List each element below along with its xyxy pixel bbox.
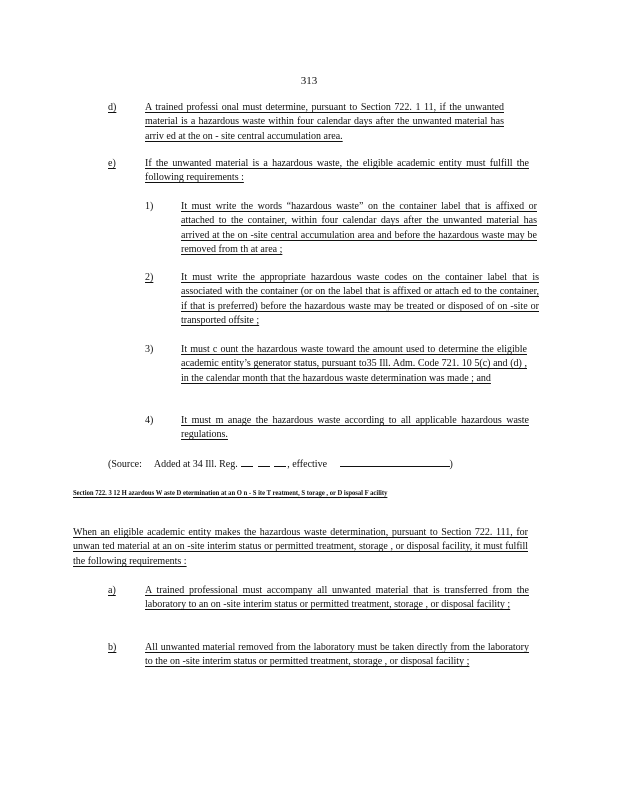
blank-issue	[258, 457, 270, 467]
sub-item-text-3: It must c ount the hazardous waste toward the amount used to determine the eligible academic entity’s generator status, pursuant to35 Ill. Adm. Code 721. 10 5(c) and (d) , in the calendar month that the hazardous waste determination was made ; and	[181, 344, 527, 384]
section-item-text-b: All unwanted material removed from the laboratory must be taken directly from the laboratory to the on -site interim status or permitted treatment, storage , or disposal facility ;	[145, 642, 529, 668]
source-sep: ,	[287, 459, 290, 470]
source-added: Added at 34 Ill. Reg.	[153, 459, 238, 470]
source-close: )	[449, 459, 453, 470]
source-effective: effective	[292, 459, 328, 470]
item-marker-e: e)	[108, 158, 116, 169]
blank-page	[274, 457, 286, 467]
sub-item-text-2: It must write the appropriate hazardous waste codes on the container label that is associated with the container (or on the label that is affixed or attach ed to the container, if that is preferred) before the hazardous waste may be treated or disposed of on -site or transported offsite ;	[181, 272, 539, 327]
item-marker-d: d)	[108, 102, 117, 113]
sub-item-marker-2: 2)	[145, 272, 154, 283]
source-open: (Source:	[108, 459, 142, 470]
section-heading: Section 722. 3 12 H azardous W aste D etermination at an O n - S ite T reatment, S torage , or D isposal F acility	[73, 489, 388, 497]
blank-effective-date	[340, 457, 450, 467]
section-item-marker-b: b)	[108, 642, 117, 653]
sub-item-marker-4: 4)	[145, 415, 154, 426]
source-note	[108, 457, 488, 472]
section-item-text-a: A trained professional must accompany all unwanted material that is transferred from the laboratory to an on -site interim status or permitted treatment, storage , or disposal facility ;	[145, 585, 529, 611]
sub-item-marker-1: 1)	[145, 201, 154, 212]
page-number: 313	[300, 75, 318, 87]
sub-item-text-4: It must m anage the hazardous waste according to all applicable hazardous waste regulations.	[181, 415, 529, 441]
sub-item-marker-3: 3)	[145, 344, 154, 355]
item-text-d: A trained professi onal must determine, pursuant to Section 722. 1 11, if the unwanted material is a hazardous waste within four calendar days after the unwanted material has arriv ed at the on - site central accumulation area.	[145, 102, 504, 142]
sub-item-text-1: It must write the words “hazardous waste” on the container label that is affixed or attached to the container, within four calendar days after the unwanted material has arrived at the on -site central accumulation area and before the hazardous waste may be removed from th at area ;	[181, 201, 537, 256]
section-intro: When an eligible academic entity makes the hazardous waste determination, pursuant to Section 722. 111, for unwan ted material at an on -site interim status or permitted treatment, storage , or disposal facility, it must fulfill the following requirements :	[73, 527, 528, 567]
item-text-e: If the unwanted material is a hazardous waste, the eligible academic entity must fulfill the following requirements :	[145, 158, 529, 184]
blank-volume	[241, 457, 253, 467]
section-item-marker-a: a)	[108, 585, 116, 596]
